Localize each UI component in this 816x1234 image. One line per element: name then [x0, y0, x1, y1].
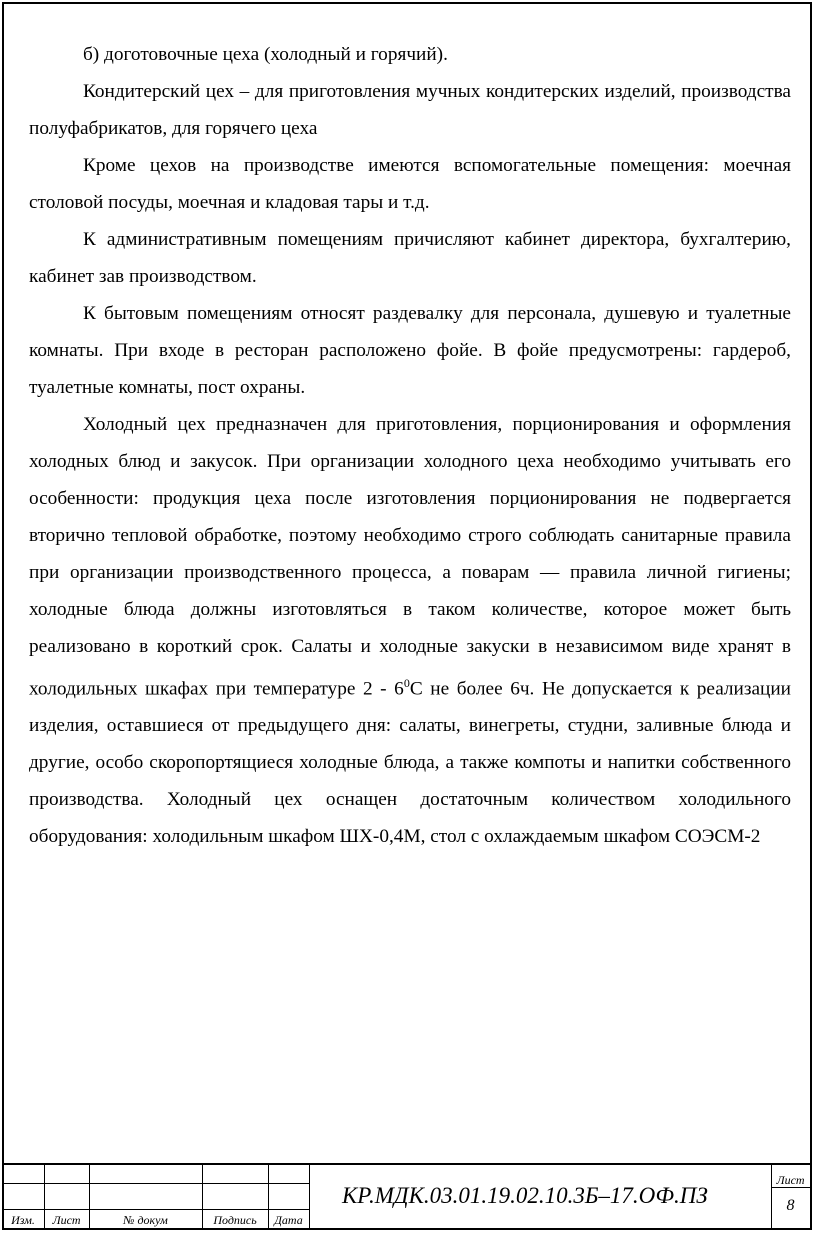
label-list: Лист: [52, 1213, 81, 1227]
grid-line: [309, 1165, 310, 1230]
label-signature: Подпись: [213, 1213, 257, 1227]
degree-superscript: 0: [403, 676, 410, 690]
paragraph: [29, 406, 791, 855]
grid-line: [2, 1183, 309, 1184]
paragraph: Кондитерский цех – для приготовления мучных кондитерских изделий, производства полуфабрикатов, для горячего цеха: [29, 81, 791, 139]
paragraph-text: С не более 6ч. Не допускается к реализации изделия, оставшиеся от предыдущего дня: салаты, винегреты, студни, заливные блюда и другие, особо скоропортящиеся холодные блюда, а также компоты и напитки собственного производства. Холодный цех оснащен достаточным количеством холодильного оборудования: холодильным шкафом ШХ-0,4М, стол с охлаждаемым шкафом СОЭСМ-2: [29, 678, 791, 848]
grid-line: [2, 1209, 309, 1210]
title-block: [2, 1163, 812, 1230]
label-doc-number: № докум: [123, 1213, 168, 1227]
sheet-number: 8: [786, 1197, 795, 1214]
paragraph: К бытовым помещениям относят раздевалку для персонала, душевую и туалетные комнаты. При входе в ресторан расположено фойе. В фойе предусмотрены: гардероб, туалетные комнаты, пост охраны.: [29, 303, 791, 398]
label-izm: Изм.: [11, 1213, 35, 1227]
label-date: Дата: [274, 1213, 303, 1227]
title-block-grid: [2, 1165, 810, 1230]
paragraph: Кроме цехов на производстве имеются вспомогательные помещения: моечная столовой посуды, моечная и кладовая тары и т.д.: [29, 155, 791, 213]
paragraph: б) доготовочные цеха (холодный и горячий).: [83, 44, 448, 65]
document-code: КР.МДК.03.01.19.02.10.3Б–17.ОФ.ПЗ: [342, 1183, 708, 1208]
document-body: [29, 36, 791, 855]
paragraph-text: Холодный цех предназначен для приготовления, порционирования и оформления холодных блюд и закусок. При организации холодного цеха необходимо учитывать его особенности: продукция цеха после изготовления порционирования не подвергается вторично тепловой обработке, поэтому необходимо строго соблюдать санитарные правила при организации производственного процесса, а поварам — правила личной гигиены; холодные блюда должны изготовляться в таком количестве, которое может быть реализовано в короткий срок. Салаты и холодные закуски в независимом виде хранят в холодильных шкафах при температуре 2 - 6: [29, 414, 791, 700]
paragraph: К административным помещениям причисляют кабинет директора, бухгалтерию, кабинет зав производством.: [29, 229, 791, 287]
sheet-label: Лист: [776, 1173, 805, 1187]
